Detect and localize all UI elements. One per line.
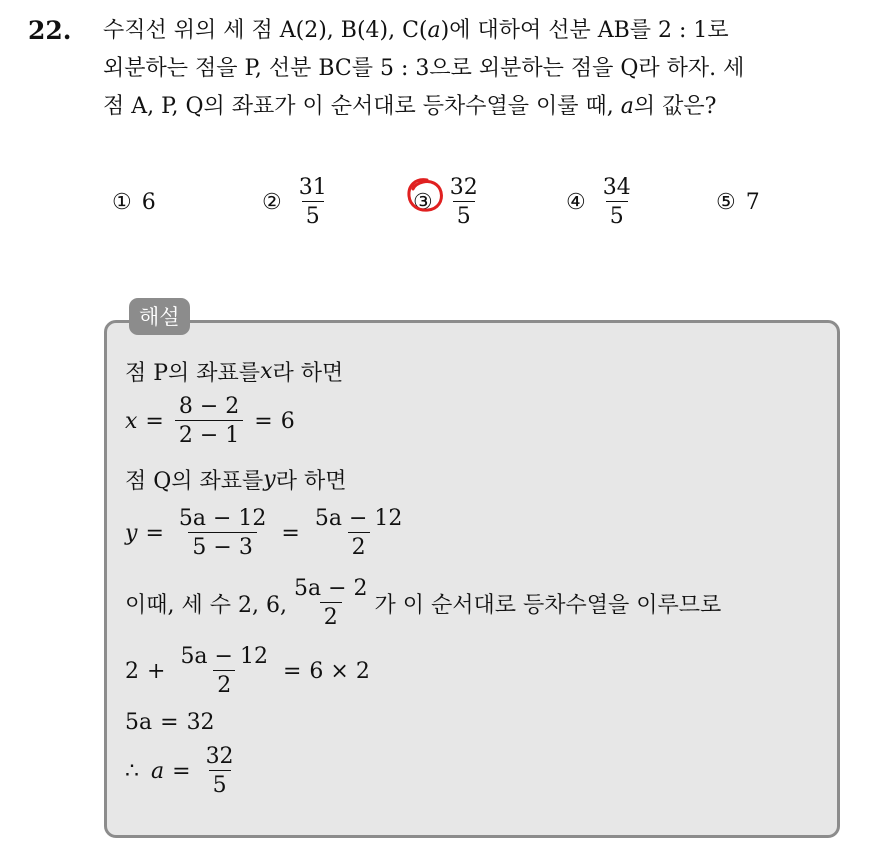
choice-3[interactable] xyxy=(413,172,485,232)
question-number: 22. xyxy=(28,16,72,45)
fraction: $\frac{5a - 12}{5 - 3}$ xyxy=(178,506,267,561)
choice-number: ③ xyxy=(413,189,433,215)
question-line-2: 외분하는 점을 P, 선분 BC를 5 : 3으로 외분하는 점을 Q라 하자. 세 xyxy=(103,56,745,81)
solution-line-7: 5a = 32 xyxy=(125,710,215,735)
solution-line-8: ∴ a = $\frac{32}{5}$ xyxy=(125,744,241,799)
choice-2[interactable] xyxy=(262,172,334,232)
choice-1[interactable] xyxy=(112,172,156,232)
choice-5[interactable] xyxy=(716,172,760,232)
solution-line-2: x = $\frac{8 - 2}{2 - 1}$ = 6 xyxy=(125,394,295,449)
choice-fraction: $\frac{34}{5}$ xyxy=(602,174,631,229)
choice-number: ② xyxy=(262,189,282,215)
solution-line-6: 2 + $\frac{5a - 12}{2}$ = 6 × 2 xyxy=(125,644,370,699)
choice-number: ① xyxy=(112,189,132,215)
choice-4[interactable] xyxy=(566,172,638,232)
question-line-1: 수직선 위의 세 점 A(2), B(4), C(a)에 대하여 선분 AB를 2 : 1로 xyxy=(103,18,729,43)
solution-line-5: 이때, 세 수 2, 6, $\frac{5a - 2}{2}$ 가 이 순서대로 등차수열을 이루므로 xyxy=(125,576,722,631)
solution-tag: 해설 xyxy=(129,298,190,335)
question-line-3: 점 A, P, Q의 좌표가 이 순서대로 등차수열을 이룰 때, a의 값은? xyxy=(103,94,717,119)
fraction: $\frac{5a - 12}{2}$ xyxy=(314,506,403,561)
solution-line-4: y = $\frac{5a - 12}{5 - 3}$ = $\frac{5a - 12}{2}$ xyxy=(125,506,409,561)
choice-value: 6 xyxy=(141,189,156,215)
solution-line-1: 점 P의 좌표를 x 라 하면 xyxy=(125,359,344,386)
solution-line-3: 점 Q의 좌표를 y 라 하면 xyxy=(125,467,347,494)
choice-value: 7 xyxy=(745,189,760,215)
choice-fraction: $\frac{32}{5}$ xyxy=(449,174,478,229)
fraction: $\frac{5a - 12}{2}$ xyxy=(180,644,268,699)
choice-number: ⑤ xyxy=(716,189,736,215)
fraction: $\frac{8 - 2}{2 - 1}$ xyxy=(175,394,243,449)
fraction: $\frac{5a - 2}{2}$ xyxy=(293,576,368,631)
choice-fraction: $\frac{31}{5}$ xyxy=(298,174,327,229)
fraction: $\frac{32}{5}$ xyxy=(205,744,234,799)
choice-number: ④ xyxy=(566,189,586,215)
